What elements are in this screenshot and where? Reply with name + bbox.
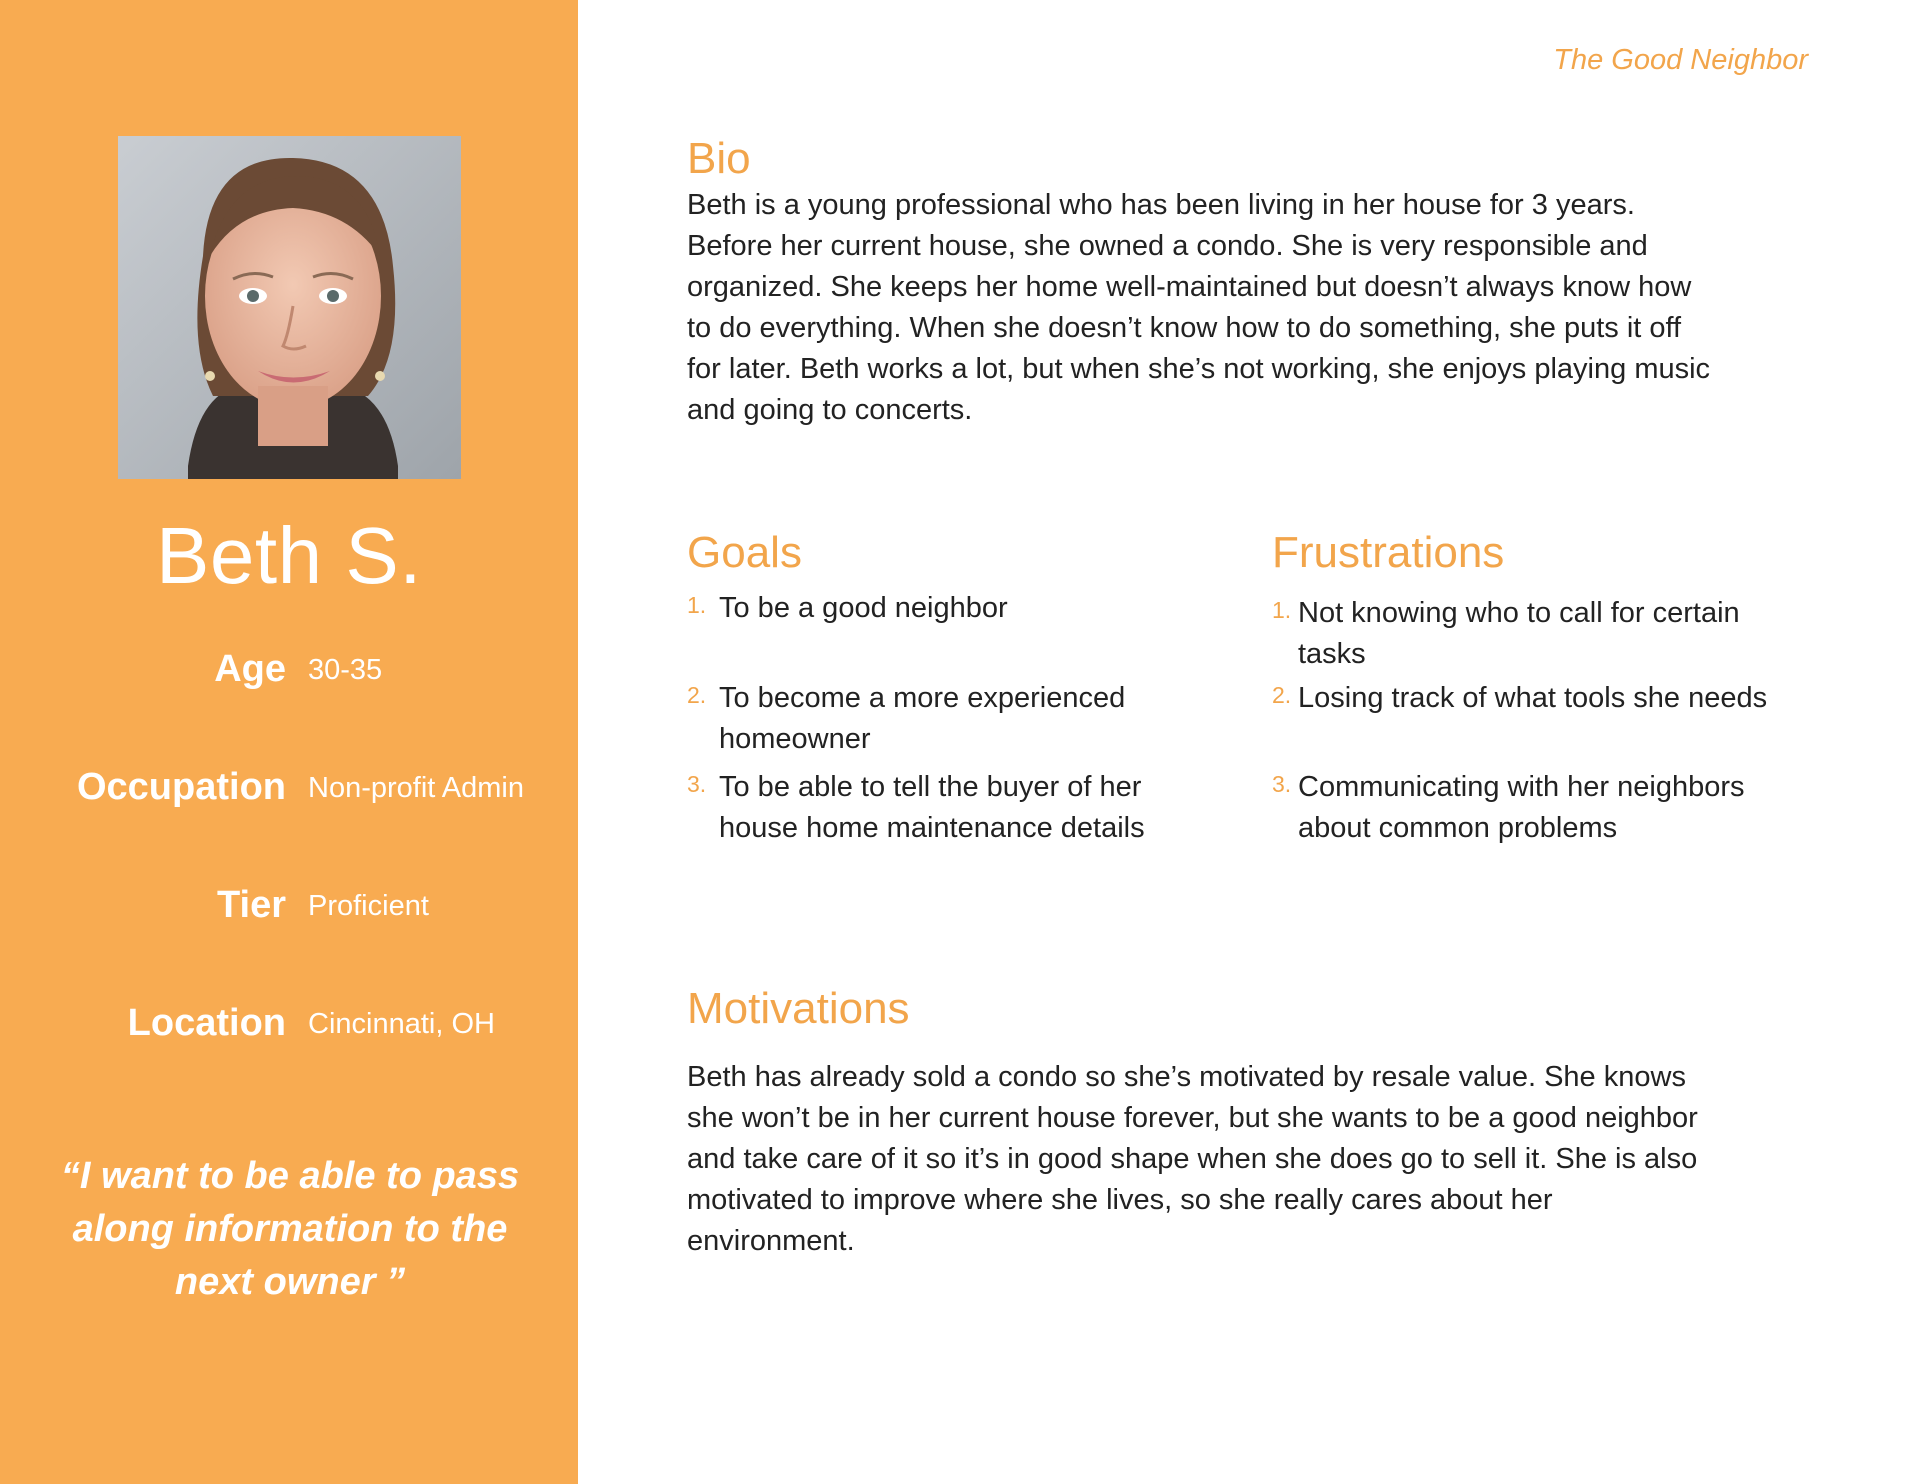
portrait-photo <box>118 136 461 479</box>
attribute-label: Tier <box>216 884 286 926</box>
list-number: 3. <box>687 771 707 797</box>
goal-text: To become a more experienced homeowner <box>719 682 1126 755</box>
frustration-text: Communicating with her neighbors about common problems <box>1298 771 1745 844</box>
attribute-value: 30-35 <box>308 654 383 686</box>
persona-name: Beth S. <box>156 511 422 600</box>
goals-heading: Goals <box>687 528 802 577</box>
list-number: 3. <box>1272 771 1292 797</box>
persona-sidebar <box>0 0 578 1484</box>
list-number: 2. <box>687 682 707 708</box>
attribute-label: Age <box>214 648 286 690</box>
motivations-text: Beth has already sold a condo so she’s motivated by resale value. She knows she won’t be in her current house forever, but she wants to be a good neighbor and take care of it so it’s in good shape when she does go to sell it. She is also motivated to improve where she lives, so she really cares about her environment. <box>687 1061 1698 1257</box>
attribute-value: Cincinnati, OH <box>308 1008 495 1040</box>
list-number: 1. <box>1272 597 1292 623</box>
frustrations-heading: Frustrations <box>1272 528 1505 577</box>
bio-heading: Bio <box>687 134 751 183</box>
attribute-label: Location <box>127 1002 286 1044</box>
attribute-value: Proficient <box>308 890 429 922</box>
portrait-photo-icon <box>118 136 461 479</box>
goal-text: To be able to tell the buyer of her house home maintenance details <box>719 771 1145 844</box>
list-number: 1. <box>687 592 707 618</box>
goal-text: To be a good neighbor <box>719 592 1008 624</box>
list-number: 2. <box>1272 682 1292 708</box>
attribute-label: Occupation <box>76 766 286 808</box>
attribute-location <box>0 1002 578 1062</box>
attribute-age <box>0 648 578 708</box>
persona-quote: “I want to be able to pass along information to the next owner ” <box>60 1155 520 1303</box>
motivations-heading: Motivations <box>687 984 910 1033</box>
bio-text: Beth is a young professional who has been living in her house for 3 years. Before her current house, she owned a condo. She is very responsible and organized. She keeps her home well-maintained but doesn’t always know how to do everything. When she doesn’t know how to do something, she puts it off for later. Beth works a lot, but when she’s not working, she enjoys playing music and going to concerts. <box>687 189 1711 426</box>
attribute-occupation <box>0 766 578 826</box>
persona-tagline: The Good Neighbor <box>1553 44 1808 76</box>
frustration-text: Not knowing who to call for certain tasks <box>1298 597 1740 670</box>
frustration-text: Losing track of what tools she needs <box>1298 682 1768 714</box>
attribute-value: Non-profit Admin <box>308 772 524 804</box>
attribute-tier <box>0 884 578 944</box>
